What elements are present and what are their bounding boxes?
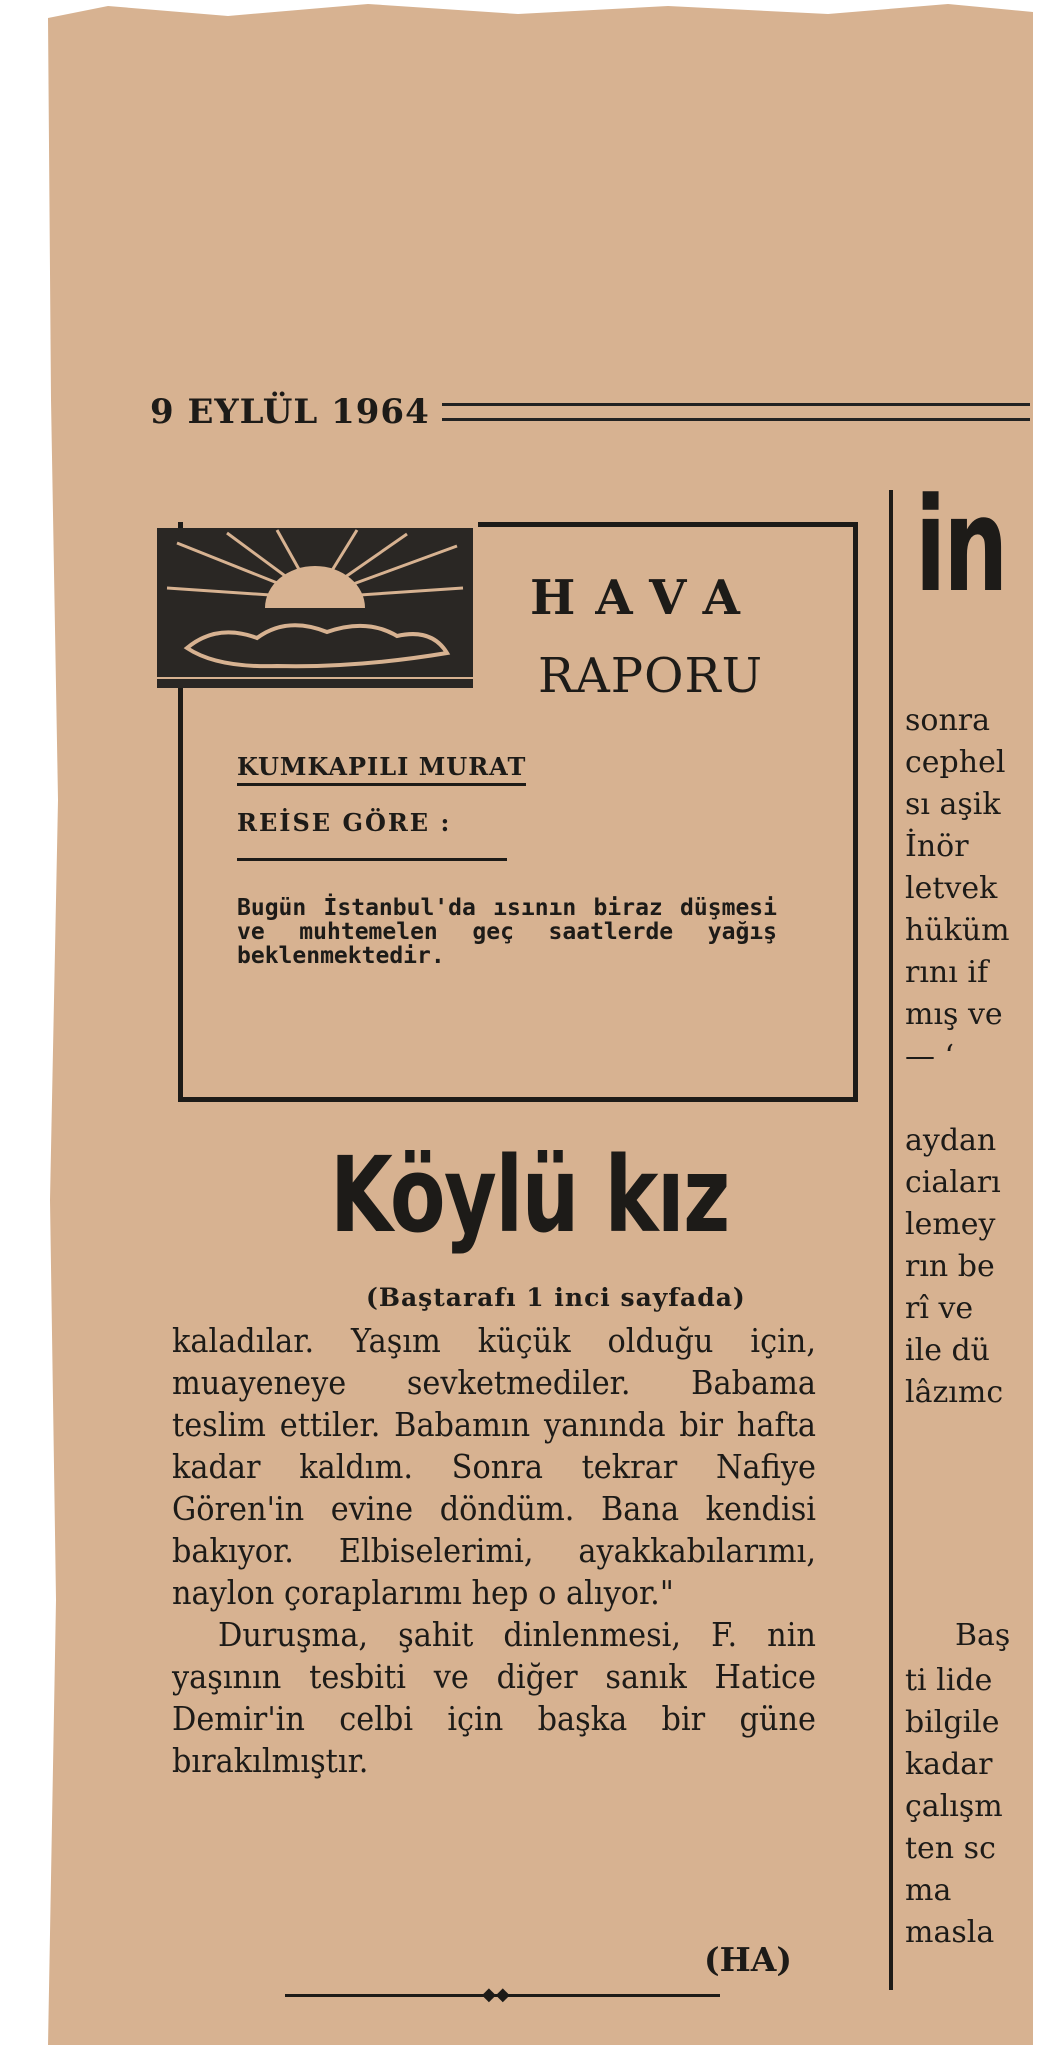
weather-source-line1: KUMKAPILI MURAT: [237, 752, 526, 786]
right-column-line: bilgile: [905, 1705, 1000, 1740]
right-column-line: ten sc: [905, 1831, 996, 1866]
right-column-line: ma: [905, 1873, 952, 1908]
header-double-rule: [442, 403, 1030, 421]
column-divider: [889, 490, 893, 1990]
right-column-line: cephel: [905, 745, 1006, 780]
right-column-line: ti lide: [905, 1663, 993, 1698]
weather-forecast-text: Bugün İstanbul'da ısının biraz düşmesi ve muhtemelen geç saatlerde yağış beklenmektedir.: [237, 895, 777, 969]
weather-title-hava: HAVA: [530, 570, 760, 626]
right-column-headline: in: [915, 469, 1006, 621]
issue-date: 9 EYLÜL 1964: [150, 392, 430, 432]
right-column-line: mış ve: [905, 997, 1003, 1032]
right-column-line: lâzımc: [905, 1375, 1004, 1410]
right-column-line: — ‘: [905, 1039, 955, 1074]
right-column-line: hüküm: [905, 913, 1010, 948]
right-column-line: İnör: [905, 829, 969, 864]
right-column-subhead: Baş: [955, 1618, 1011, 1653]
story-body: [172, 1320, 816, 1782]
weather-divider: [237, 858, 507, 861]
right-column-line: aydan: [905, 1123, 997, 1158]
right-column-line: ile dü: [905, 1333, 991, 1368]
right-column-line: rî ve: [905, 1291, 974, 1326]
story-headline: Köylü kız: [330, 1134, 729, 1256]
right-column-line: ciaları: [905, 1165, 1001, 1200]
sun-cloud-icon: [157, 528, 473, 688]
right-column-line: letvek: [905, 871, 998, 906]
page-edge: [1035, 0, 1055, 2045]
end-ornament: ◆◆: [482, 1984, 510, 2005]
story-continuation-note: (Baştarafı 1 inci sayfada): [366, 1283, 746, 1312]
right-column-line: sonra: [905, 703, 991, 738]
right-column-line: çalışm: [905, 1789, 1003, 1824]
story-paragraph-1: kaladılar. Yaşım küçük olduğu için, muayeneye sevketmediler. Babama teslim ettiler. Babamın yanında bir hafta kadar kaldım. Sonra tekrar Nafiye Gören'in evine döndüm. Bana kendisi bakıyor. Elbiselerimi, ayakkabılarımı, naylon çoraplarımı hep o alıyor.": [172, 1321, 816, 1612]
right-column-line: masla: [905, 1915, 995, 1950]
right-column-line: kadar: [905, 1747, 993, 1782]
weather-source-line2: REİSE GÖRE :: [237, 808, 452, 837]
weather-title-raporu: RAPORU: [538, 648, 764, 704]
right-column-line: sı aşik: [905, 787, 1001, 822]
story-byline: (HA): [704, 1940, 793, 1979]
right-column-text-b: [905, 1120, 1035, 1414]
right-column-line: rını if: [905, 955, 989, 990]
right-column-text-a: [905, 700, 1035, 1078]
right-column-text-c: [905, 1660, 1035, 1954]
right-column-line: rın be: [905, 1249, 995, 1284]
story-paragraph-2: Duruşma, şahit dinlenmesi, F. nin yaşının tesbiti ve diğer sanık Hatice Demir'in celbi için başka bir güne bırakılmıştır.: [172, 1615, 816, 1780]
right-column-line: lemey: [905, 1207, 996, 1242]
date-header: [150, 392, 1030, 432]
